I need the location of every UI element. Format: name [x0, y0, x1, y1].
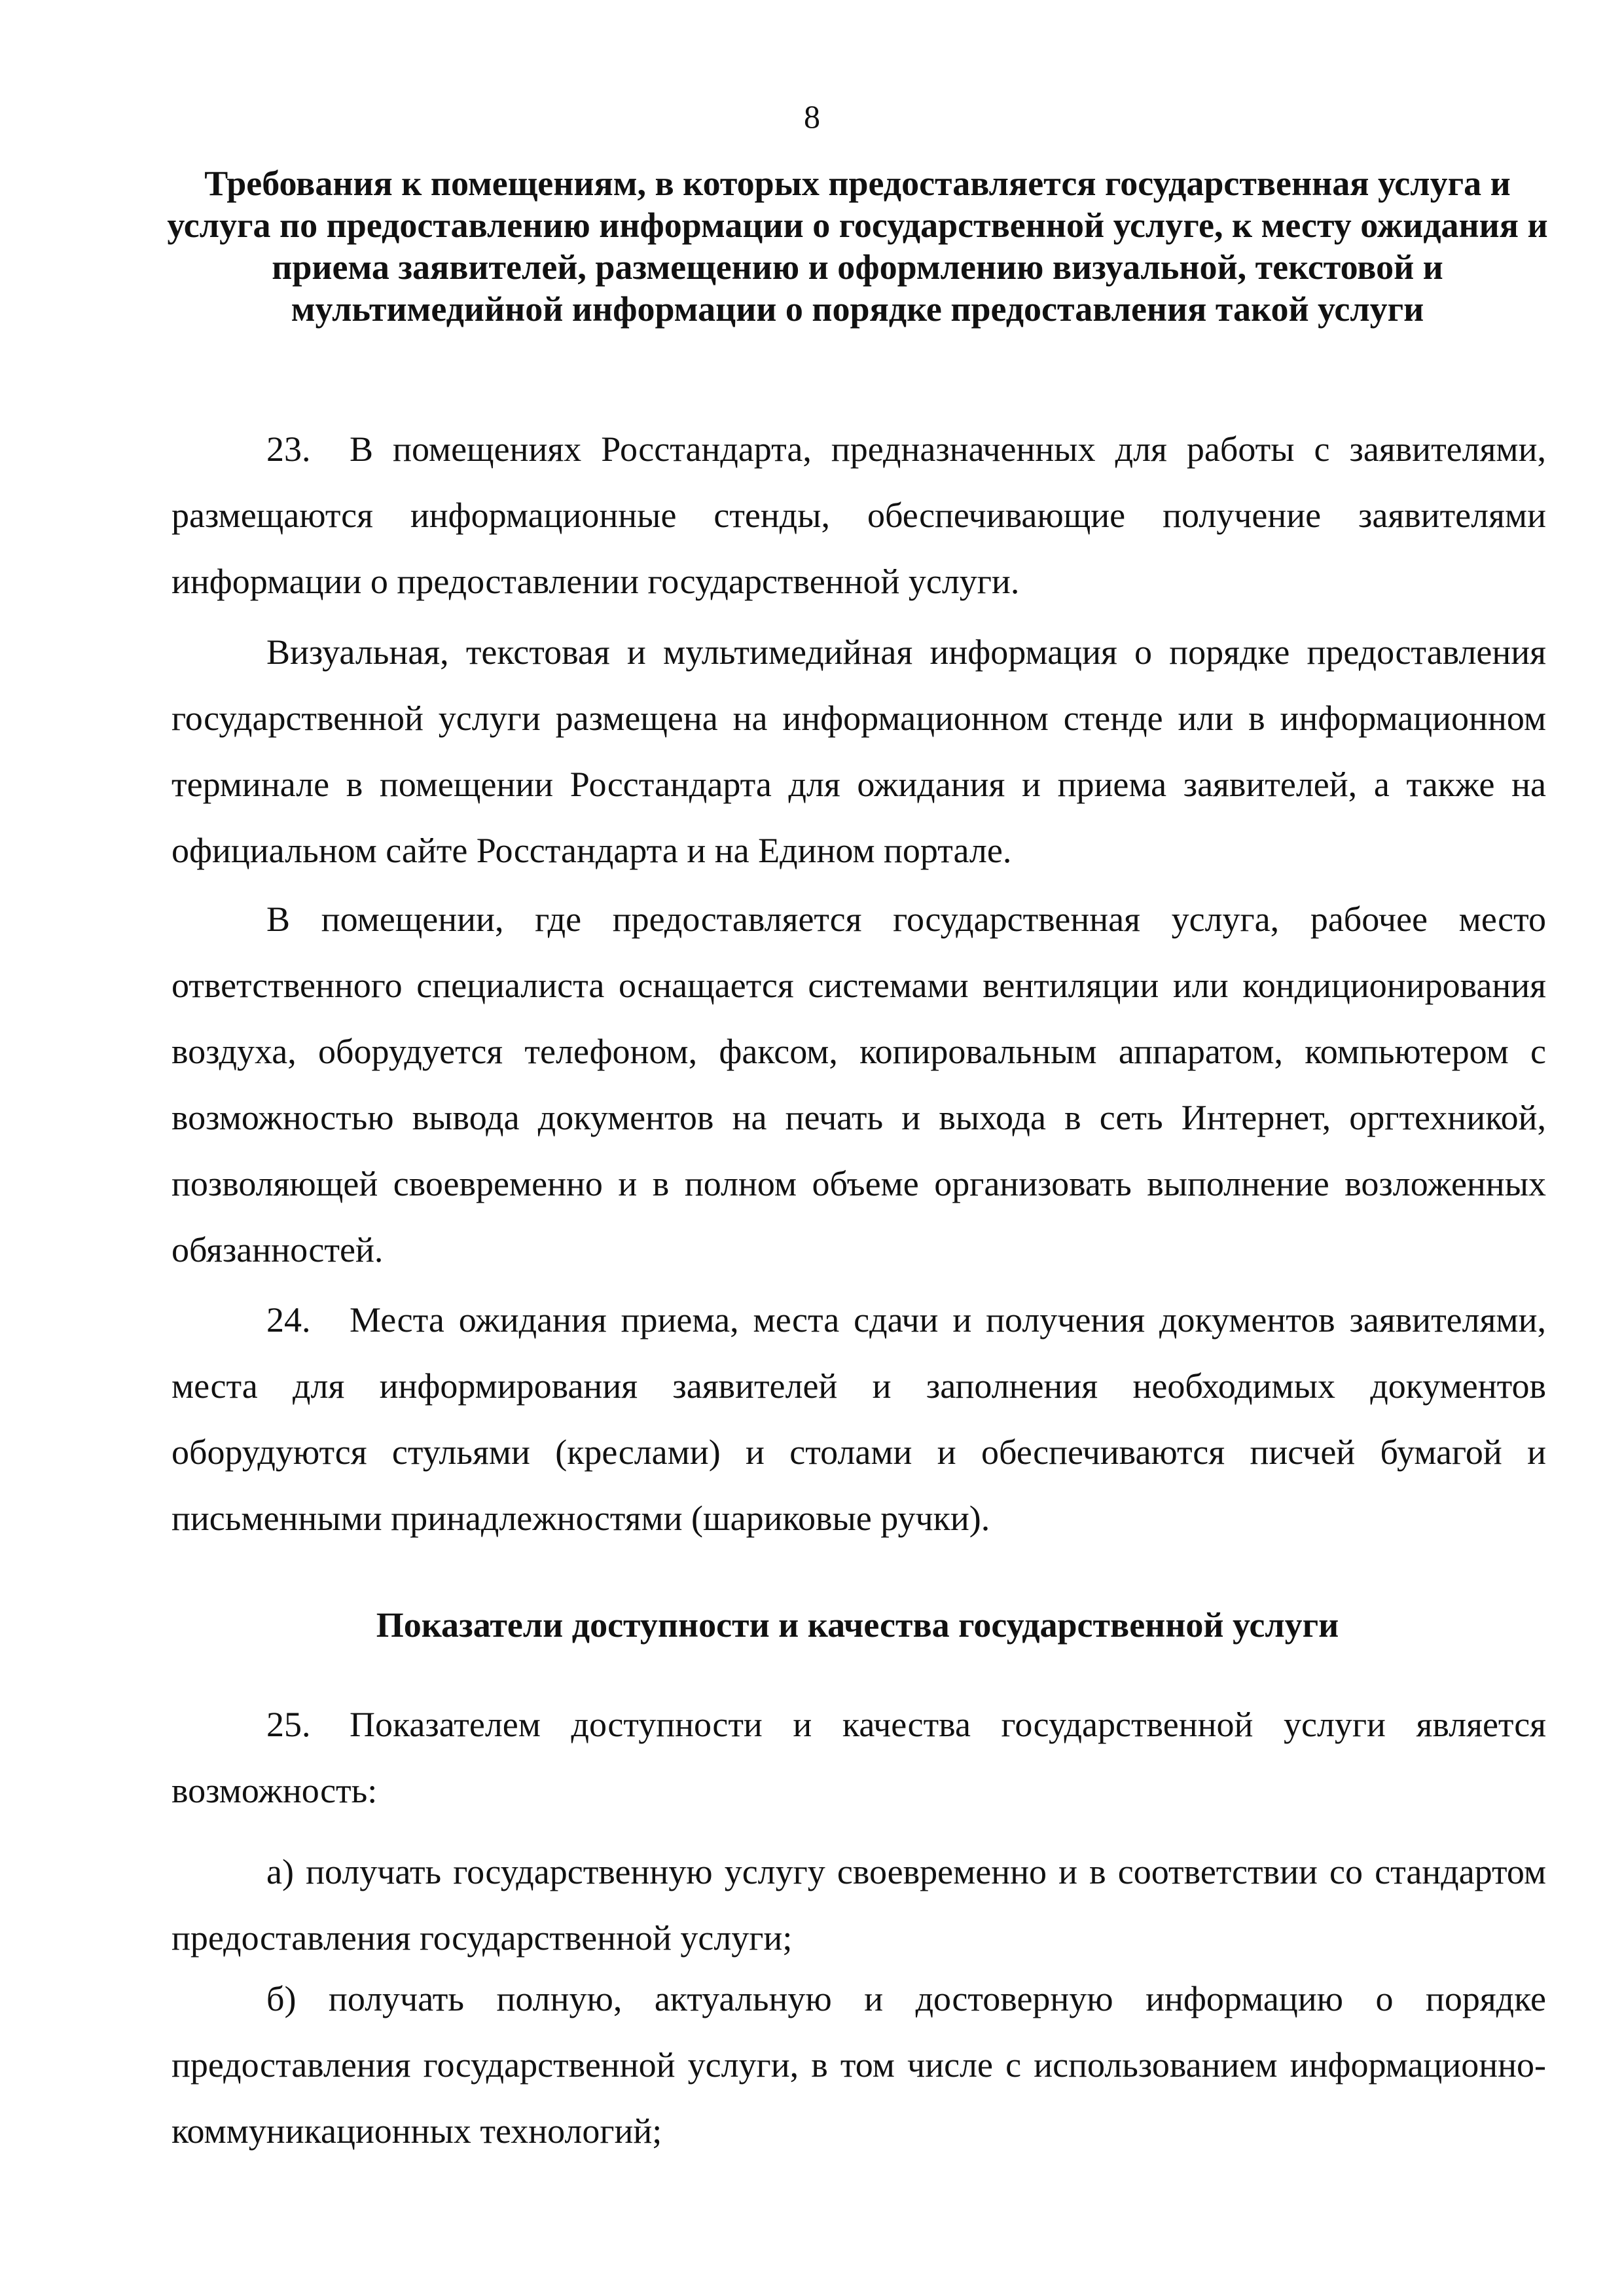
list-item-a: а) получать государственную услугу своевременно и в соответствии со стандартом предоставления государственной услуги;	[171, 1852, 1546, 1958]
section-heading-availability-quality: Показатели доступности и качества государственной услуги	[376, 1605, 1339, 1645]
list-item-b: б) получать полную, актуальную и достоверную информацию о порядке предоставления государственной услуги, в том числе с использованием информационно-коммуникационных технологий;	[171, 1979, 1546, 2151]
paragraph-25	[171, 1692, 1546, 1824]
paragraph-visual-information: Визуальная, текстовая и мультимедийная информация о порядке предоставления государственной услуги размещена на информационном стенде или в информационном терминале в помещении Росстандарта для ожидания и приема заявителей, а также на официальном сайте Росстандарта и на Едином портале.	[171, 632, 1546, 870]
paragraph-24	[171, 1287, 1546, 1552]
page-number: 8	[804, 98, 820, 135]
paragraph-number: 23.	[266, 429, 311, 469]
paragraph-text: Места ожидания приема, места сдачи и получения документов заявителями, места для информирования заявителей и заполнения необходимых документов оборудуются стульями (креслами) и столами и обеспечиваются писчей бумагой и письменными принадлежностями (шариковые ручки).	[171, 1300, 1546, 1538]
paragraph-number: 25.	[266, 1705, 311, 1744]
paragraph-number: 24.	[266, 1300, 311, 1339]
paragraph-text: В помещениях Росстандарта, предназначенных для работы с заявителями, размещаются информационные стенды, обеспечивающие получение заявителями информации о предоставлении государственной услуги.	[171, 429, 1546, 601]
paragraph-23	[171, 416, 1546, 615]
section-heading-premises-requirements: Требования к помещениям, в которых предоставляется государственная услуга и услуга по предоставлению информации о государственной услуге, к месту ожидания и приема заявителей, размещению и оформлению визуальной, текстовой и мультимедийной информации о порядке предоставления такой услуги	[167, 164, 1548, 329]
paragraph-text: Показателем доступности и качества государственной услуги является возможность:	[171, 1705, 1546, 1810]
paragraph-workplace-equipment: В помещении, где предоставляется государственная услуга, рабочее место ответственного специалиста оснащается системами вентиляции или кондиционирования воздуха, оборудуется телефоном, факсом, копировальным аппаратом, компьютером с возможностью вывода документов на печать и выхода в сеть Интернет, оргтехникой, позволяющей своевременно и в полном объеме организовать выполнение возложенных обязанностей.	[171, 900, 1546, 1269]
